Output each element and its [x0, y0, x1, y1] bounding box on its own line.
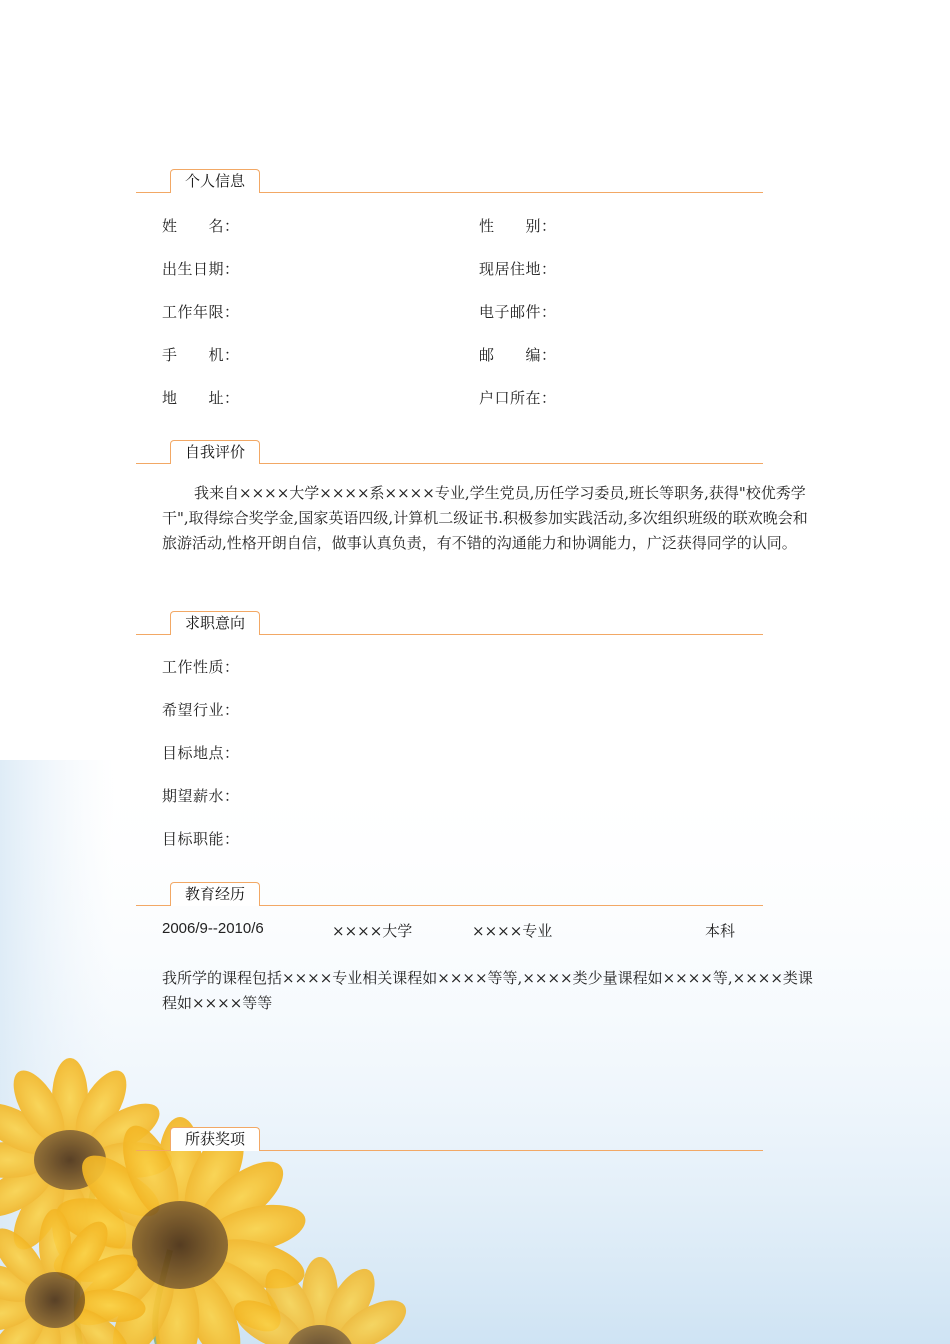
label-hukou: 户口所在：	[479, 389, 557, 407]
label-gender: 性 别：	[479, 217, 557, 235]
label-address: 地 址：	[162, 389, 240, 407]
section-title: 个人信息	[170, 169, 260, 193]
section-header-self-eval	[136, 438, 763, 464]
section-title: 所获奖项	[170, 1127, 260, 1151]
label-name: 姓 名：	[162, 217, 240, 235]
label-residence: 现居住地：	[479, 260, 557, 278]
education-period: 2006/9--2010/6	[162, 920, 264, 937]
section-title: 自我评价	[170, 440, 260, 464]
education-school: ××××大学	[332, 922, 413, 940]
education-major: ××××专业	[472, 922, 553, 940]
section-title: 求职意向	[170, 611, 260, 635]
label-salary: 期望薪水：	[162, 787, 240, 805]
section-header-awards	[136, 1125, 763, 1151]
label-postcode: 邮 编：	[479, 346, 557, 364]
label-industry: 希望行业：	[162, 701, 240, 719]
education-degree: 本科	[705, 922, 736, 940]
section-header-personal	[136, 167, 763, 193]
label-work-years: 工作年限：	[162, 303, 240, 321]
label-location: 目标地点：	[162, 744, 240, 762]
education-courses: 我所学的课程包括××××专业相关课程如××××等等,××××类少量课程如××××等,××××类课程如××××等等	[162, 969, 813, 1012]
label-birth-date: 出生日期：	[162, 260, 240, 278]
label-function: 目标职能：	[162, 830, 240, 848]
label-mobile: 手 机：	[162, 346, 240, 364]
self-evaluation-text: 我来自××××大学××××系××××专业,学生党员,历任学习委员,班长等职务,获得"校优秀学干",取得综合奖学金,国家英语四级,计算机二级证书.积极参加实践活动,多次组织班级的联欢晚会和旅游活动,性格开朗自信，做事认真负责，有不错的沟通能力和协调能力，广泛获得同学的认同。	[162, 484, 808, 552]
section-title: 教育经历	[170, 882, 260, 906]
section-header-education	[136, 880, 763, 906]
label-job-type: 工作性质：	[162, 658, 240, 676]
label-email: 电子邮件：	[479, 303, 557, 321]
section-header-intent	[136, 609, 763, 635]
